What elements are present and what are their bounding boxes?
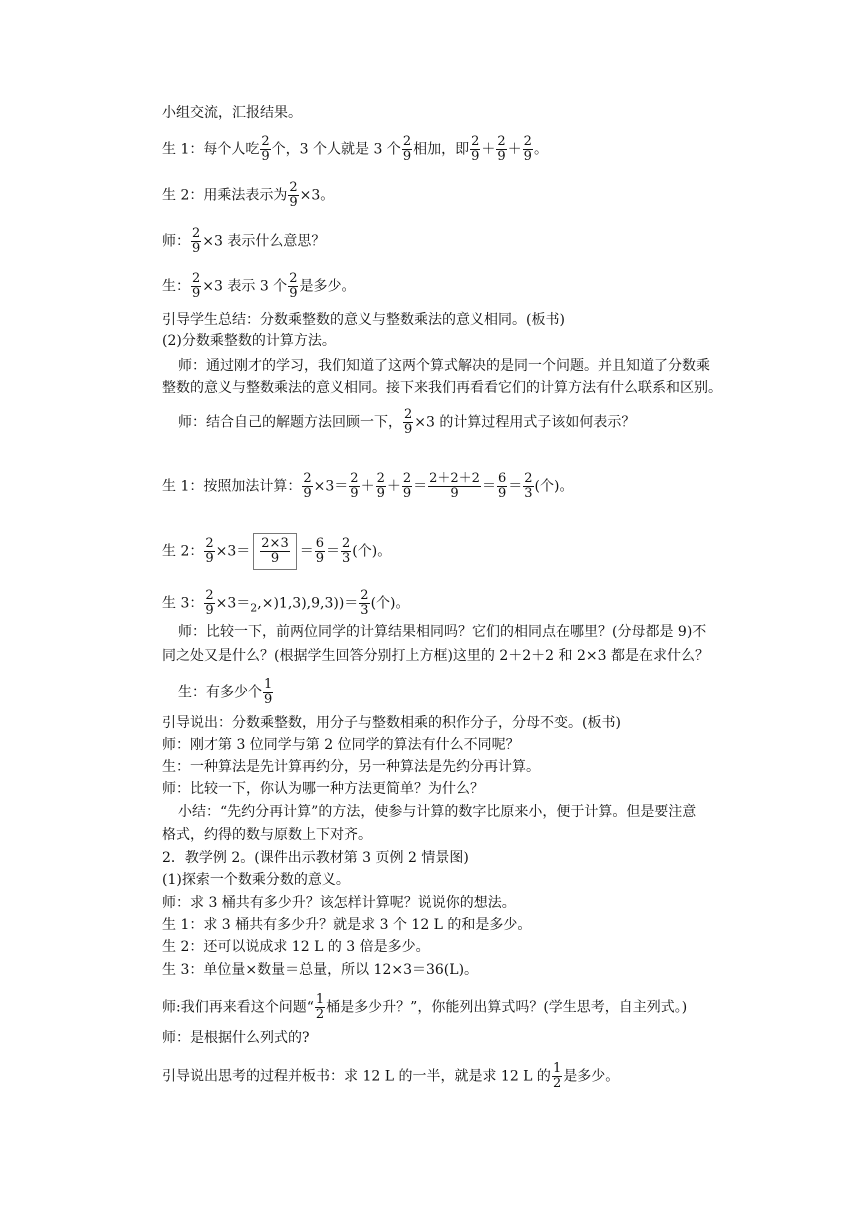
fraction: $\frac{2}{9}$ bbox=[350, 471, 359, 501]
fraction: $\frac{6}{9}$ bbox=[315, 536, 324, 566]
text-line: 师：求 3 桶共有多少升？该怎样计算呢？说说你的想法。 bbox=[162, 895, 516, 911]
text-line: 生：有多少个 $\frac{1}{9}$ bbox=[178, 677, 273, 707]
fraction: $\frac{2}{9}$ bbox=[303, 471, 312, 501]
fraction: $\frac{2}{9}$ bbox=[402, 471, 412, 501]
fraction: $\frac{2}{9}$ bbox=[289, 180, 298, 210]
text-line: 小组交流，汇报结果。 bbox=[162, 105, 302, 121]
text-line: 生：一种算法是先计算再约分，另一种算法是先约分再计算。 bbox=[162, 759, 540, 775]
text-line: 生： $\frac{2}{9}$ ×3 表示 3 个 $\frac{2}{9}$ 是多少。 bbox=[162, 271, 356, 301]
fraction: $\frac{2+2+2}{9}$ bbox=[429, 471, 480, 501]
text-line: 2．教学例 2。(课件出示教材第 3 页例 2 情景图) bbox=[162, 850, 469, 866]
text-line: 师:我们再来看这个问题“ $\frac{1}{2}$ 桶是多少升？”，你能列出算式吗？(学生思考，自主列式。) bbox=[162, 992, 688, 1022]
fraction: $\frac{2}{9}$ bbox=[192, 226, 201, 256]
text-line: (1)探索一个数乘分数的意义。 bbox=[162, 872, 350, 888]
text-line: 生 1：按照加法计算： $\frac{2}{9}$ ×3＝ $\frac{2}{9}$ ＋ $\frac{2}{9}$ ＋ $\frac{2}{9}$ ＝ $\frac{2+2+2}{9}$ ＝ $\frac{6}{9}$ ＝ $\frac{2}{3}$ (个)。 bbox=[162, 471, 574, 501]
fraction: $\frac{2}{9}$ bbox=[523, 134, 532, 164]
fraction: $\frac{1}{9}$ bbox=[264, 677, 273, 707]
text-line: 生 3：单位量×数量＝总量，所以 12×3＝36(L)。 bbox=[162, 962, 479, 978]
text-line: 同之处又是什么？(根据学生回答分别打上方框)这里的 2＋2＋2 和 2×3 都是在求什么？ bbox=[162, 648, 709, 664]
text-line: 生 2： $\frac{2}{9}$ ×3＝ $\frac{2\times 3}{9}$ ＝ $\frac{6}{9}$ ＝ $\frac{2}{3}$ (个)。 bbox=[162, 533, 391, 570]
fraction: $\frac{6}{9}$ bbox=[497, 471, 507, 501]
text-line: 师：通过刚才的学习，我们知道了这两个算式解决的是同一个问题。并且知道了分数乘 bbox=[178, 358, 710, 374]
text-line: 师：比较一下，前两位同学的计算结果相同吗？它们的相同点在哪里？(分母都是 9)不 bbox=[178, 624, 707, 640]
text-line: 整数的意义与整数乘法的意义相同。接下来我们再看看它们的计算方法有什么联系和区别。 bbox=[162, 380, 722, 396]
text-line: 引导说出：分数乘整数，用分子与整数相乘的积作分子，分母不变。(板书) bbox=[162, 715, 621, 731]
fraction: $\frac{2}{3}$ bbox=[524, 471, 533, 501]
fraction: $\frac{2}{9}$ bbox=[261, 134, 270, 164]
text-line: 生 3： $\frac{2}{9}$ $\times 3=_2,\times)1,3),9,3))=$ $\frac{2}{3}$ (个)。 bbox=[162, 588, 410, 618]
fraction: $\frac{2}{3}$ bbox=[360, 588, 369, 618]
text-line: 师：结合自己的解题方法回顾一下， $\frac{2}{9}$ ×3 的计算过程用式子该如何表示？ bbox=[178, 407, 636, 437]
text-line: 生 1：每个人吃 $\frac{2}{9}$ 个，3 个人就是 3 个 $\frac{2}{9}$ 相加，即 $\frac{2}{9}$ ＋ $\frac{2}{9}$ ＋ $\frac{2}{9}$ 。 bbox=[162, 134, 548, 164]
fraction: $\frac{1}{2}$ bbox=[315, 992, 325, 1022]
text-line: 小结：“先约分再计算”的方法，使参与计算的数字比原来小，便于计算。但是要注意 bbox=[178, 804, 697, 820]
fraction: $\frac{2}{9}$ bbox=[404, 407, 413, 437]
text-line: 师：刚才第 3 位同学与第 2 位同学的算法有什么不同呢？ bbox=[162, 737, 520, 753]
fraction: $\frac{2}{9}$ bbox=[376, 471, 385, 501]
fraction: $\frac{2}{9}$ bbox=[289, 271, 298, 301]
fraction: $\frac{2}{9}$ bbox=[205, 536, 214, 566]
fraction: $\frac{2}{9}$ bbox=[192, 271, 201, 301]
fraction: $\frac{2}{3}$ bbox=[342, 536, 351, 566]
fraction: $\frac{2}{9}$ bbox=[402, 134, 412, 164]
fraction: $\frac{2}{9}$ bbox=[205, 588, 214, 618]
text-line: 生 2：还可以说成求 12 L 的 3 倍是多少。 bbox=[162, 939, 430, 955]
text-line: 格式，约得的数与原数上下对齐。 bbox=[162, 827, 372, 843]
text-line: (2)分数乘整数的计算方法。 bbox=[162, 333, 336, 349]
text-line: 师： $\frac{2}{9}$ ×3 表示什么意思？ bbox=[162, 226, 326, 256]
text-line: 引导学生总结：分数乘整数的意义与整数乘法的意义相同。(板书) bbox=[162, 312, 565, 328]
fraction: $\frac{2}{9}$ bbox=[471, 134, 480, 164]
text-line: 引导说出思考的过程并板书：求 12 L 的一半，就是求 12 L 的 $\frac{1}{2}$ 是多少。 bbox=[162, 1061, 620, 1091]
text-line: 生 1：求 3 桶共有多少升？就是求 3 个 12 L 的和是多少。 bbox=[162, 917, 532, 933]
text-line: 师：比较一下，你认为哪一种方法更简单？为什么？ bbox=[162, 781, 484, 797]
text-line: 生 2：用乘法表示为 $\frac{2}{9}$ ×3。 bbox=[162, 180, 335, 210]
boxed-fraction: $\frac{2\times 3}{9}$ bbox=[253, 533, 296, 570]
text-line: 师：是根据什么列式的? bbox=[162, 1030, 310, 1046]
fraction: $\frac{2}{9}$ bbox=[497, 134, 506, 164]
fraction: $\frac{1}{2}$ bbox=[552, 1061, 562, 1091]
